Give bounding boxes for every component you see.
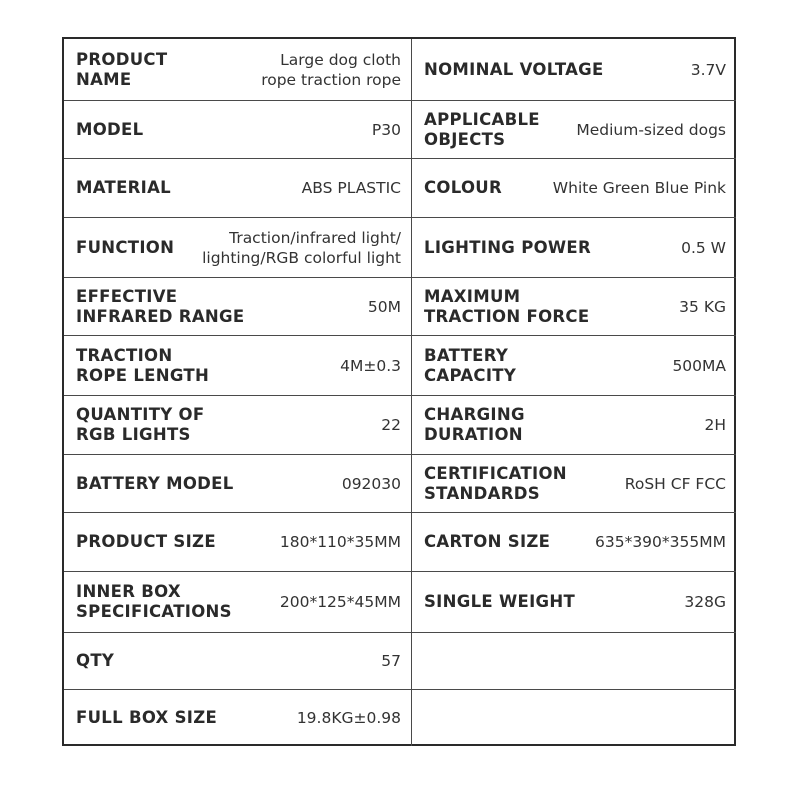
spec-value: 200*125*45MM bbox=[279, 593, 401, 611]
spec-value: 500MA bbox=[672, 356, 726, 375]
spec-cell-carton-size bbox=[412, 513, 736, 572]
spec-cell-certification bbox=[412, 455, 736, 513]
spec-value: 2H bbox=[704, 416, 726, 434]
spec-label: MODEL bbox=[76, 119, 144, 139]
spec-value: Large dog cloth rope traction rope bbox=[261, 50, 401, 89]
spec-label: SINGLE WEIGHT bbox=[424, 592, 576, 611]
spec-label: PRODUCT NAME bbox=[76, 49, 168, 89]
spec-label: FULL BOX SIZE bbox=[76, 708, 218, 727]
spec-cell-inner-box bbox=[64, 572, 412, 633]
spec-value: 50M bbox=[367, 297, 401, 316]
spec-table bbox=[62, 37, 736, 746]
spec-value: Medium-sized dogs bbox=[576, 120, 726, 139]
spec-value: 180*110*35MM bbox=[279, 533, 401, 551]
spec-value: Traction/infrared light/ lighting/RGB colorful light bbox=[202, 228, 401, 267]
spec-value: 092030 bbox=[341, 474, 401, 493]
spec-cell-qty bbox=[64, 633, 412, 690]
spec-label: CERTIFICATION STANDARDS bbox=[424, 463, 567, 503]
spec-cell-function bbox=[64, 218, 412, 278]
spec-label: TRACTION ROPE LENGTH bbox=[76, 345, 210, 385]
spec-value: 0.5 W bbox=[681, 238, 726, 257]
spec-cell-single-weight bbox=[412, 572, 736, 633]
spec-value: 57 bbox=[381, 652, 401, 670]
spec-value: 3.7V bbox=[690, 60, 726, 79]
spec-label: QTY bbox=[76, 651, 115, 670]
spec-label: BATTERY CAPACITY bbox=[424, 345, 517, 385]
spec-label: BATTERY MODEL bbox=[76, 473, 234, 493]
spec-label: CHARGING DURATION bbox=[424, 405, 525, 444]
spec-cell-material bbox=[64, 159, 412, 218]
spec-cell-lighting-power bbox=[412, 218, 736, 278]
spec-cell-product-name bbox=[64, 39, 412, 101]
spec-cell-nominal-voltage bbox=[412, 39, 736, 101]
spec-value: 635*390*355MM bbox=[594, 533, 726, 551]
spec-value: White Green Blue Pink bbox=[552, 179, 726, 197]
spec-value: ABS PLASTIC bbox=[301, 179, 401, 197]
spec-label: NOMINAL VOLTAGE bbox=[424, 59, 604, 79]
spec-cell-traction-force bbox=[412, 278, 736, 336]
spec-cell-charging-duration bbox=[412, 396, 736, 455]
spec-cell-full-box-size bbox=[64, 690, 412, 746]
spec-label: CARTON SIZE bbox=[424, 532, 551, 551]
spec-value: P30 bbox=[371, 120, 401, 139]
spec-label: COLOUR bbox=[424, 178, 502, 197]
spec-value: 4M±0.3 bbox=[340, 356, 401, 375]
spec-value: 19.8KG±0.98 bbox=[296, 709, 401, 727]
spec-label: INNER BOX SPECIFICATIONS bbox=[76, 582, 232, 621]
spec-cell-battery-capacity bbox=[412, 336, 736, 396]
spec-label: PRODUCT SIZE bbox=[76, 532, 216, 551]
spec-label: LIGHTING POWER bbox=[424, 237, 591, 257]
spec-label: MATERIAL bbox=[76, 178, 171, 197]
spec-label: EFFECTIVE INFRARED RANGE bbox=[76, 286, 245, 326]
spec-cell-product-size bbox=[64, 513, 412, 572]
spec-value: 22 bbox=[381, 416, 401, 434]
spec-label: QUANTITY OF RGB LIGHTS bbox=[76, 405, 205, 444]
spec-cell-empty-1 bbox=[412, 633, 736, 690]
spec-cell-battery-model bbox=[64, 455, 412, 513]
spec-label: MAXIMUM TRACTION FORCE bbox=[424, 286, 590, 326]
spec-value: 328G bbox=[684, 593, 726, 611]
spec-cell-model bbox=[64, 101, 412, 159]
spec-cell-empty-2 bbox=[412, 690, 736, 746]
spec-label: APPLICABLE OBJECTS bbox=[424, 109, 540, 149]
spec-value: 35 KG bbox=[679, 297, 726, 316]
spec-cell-applicable-objects bbox=[412, 101, 736, 159]
spec-label: FUNCTION bbox=[76, 237, 175, 257]
spec-value: RoSH CF FCC bbox=[624, 474, 726, 493]
spec-cell-infrared-range bbox=[64, 278, 412, 336]
spec-cell-rope-length bbox=[64, 336, 412, 396]
spec-cell-rgb-lights bbox=[64, 396, 412, 455]
spec-cell-colour bbox=[412, 159, 736, 218]
